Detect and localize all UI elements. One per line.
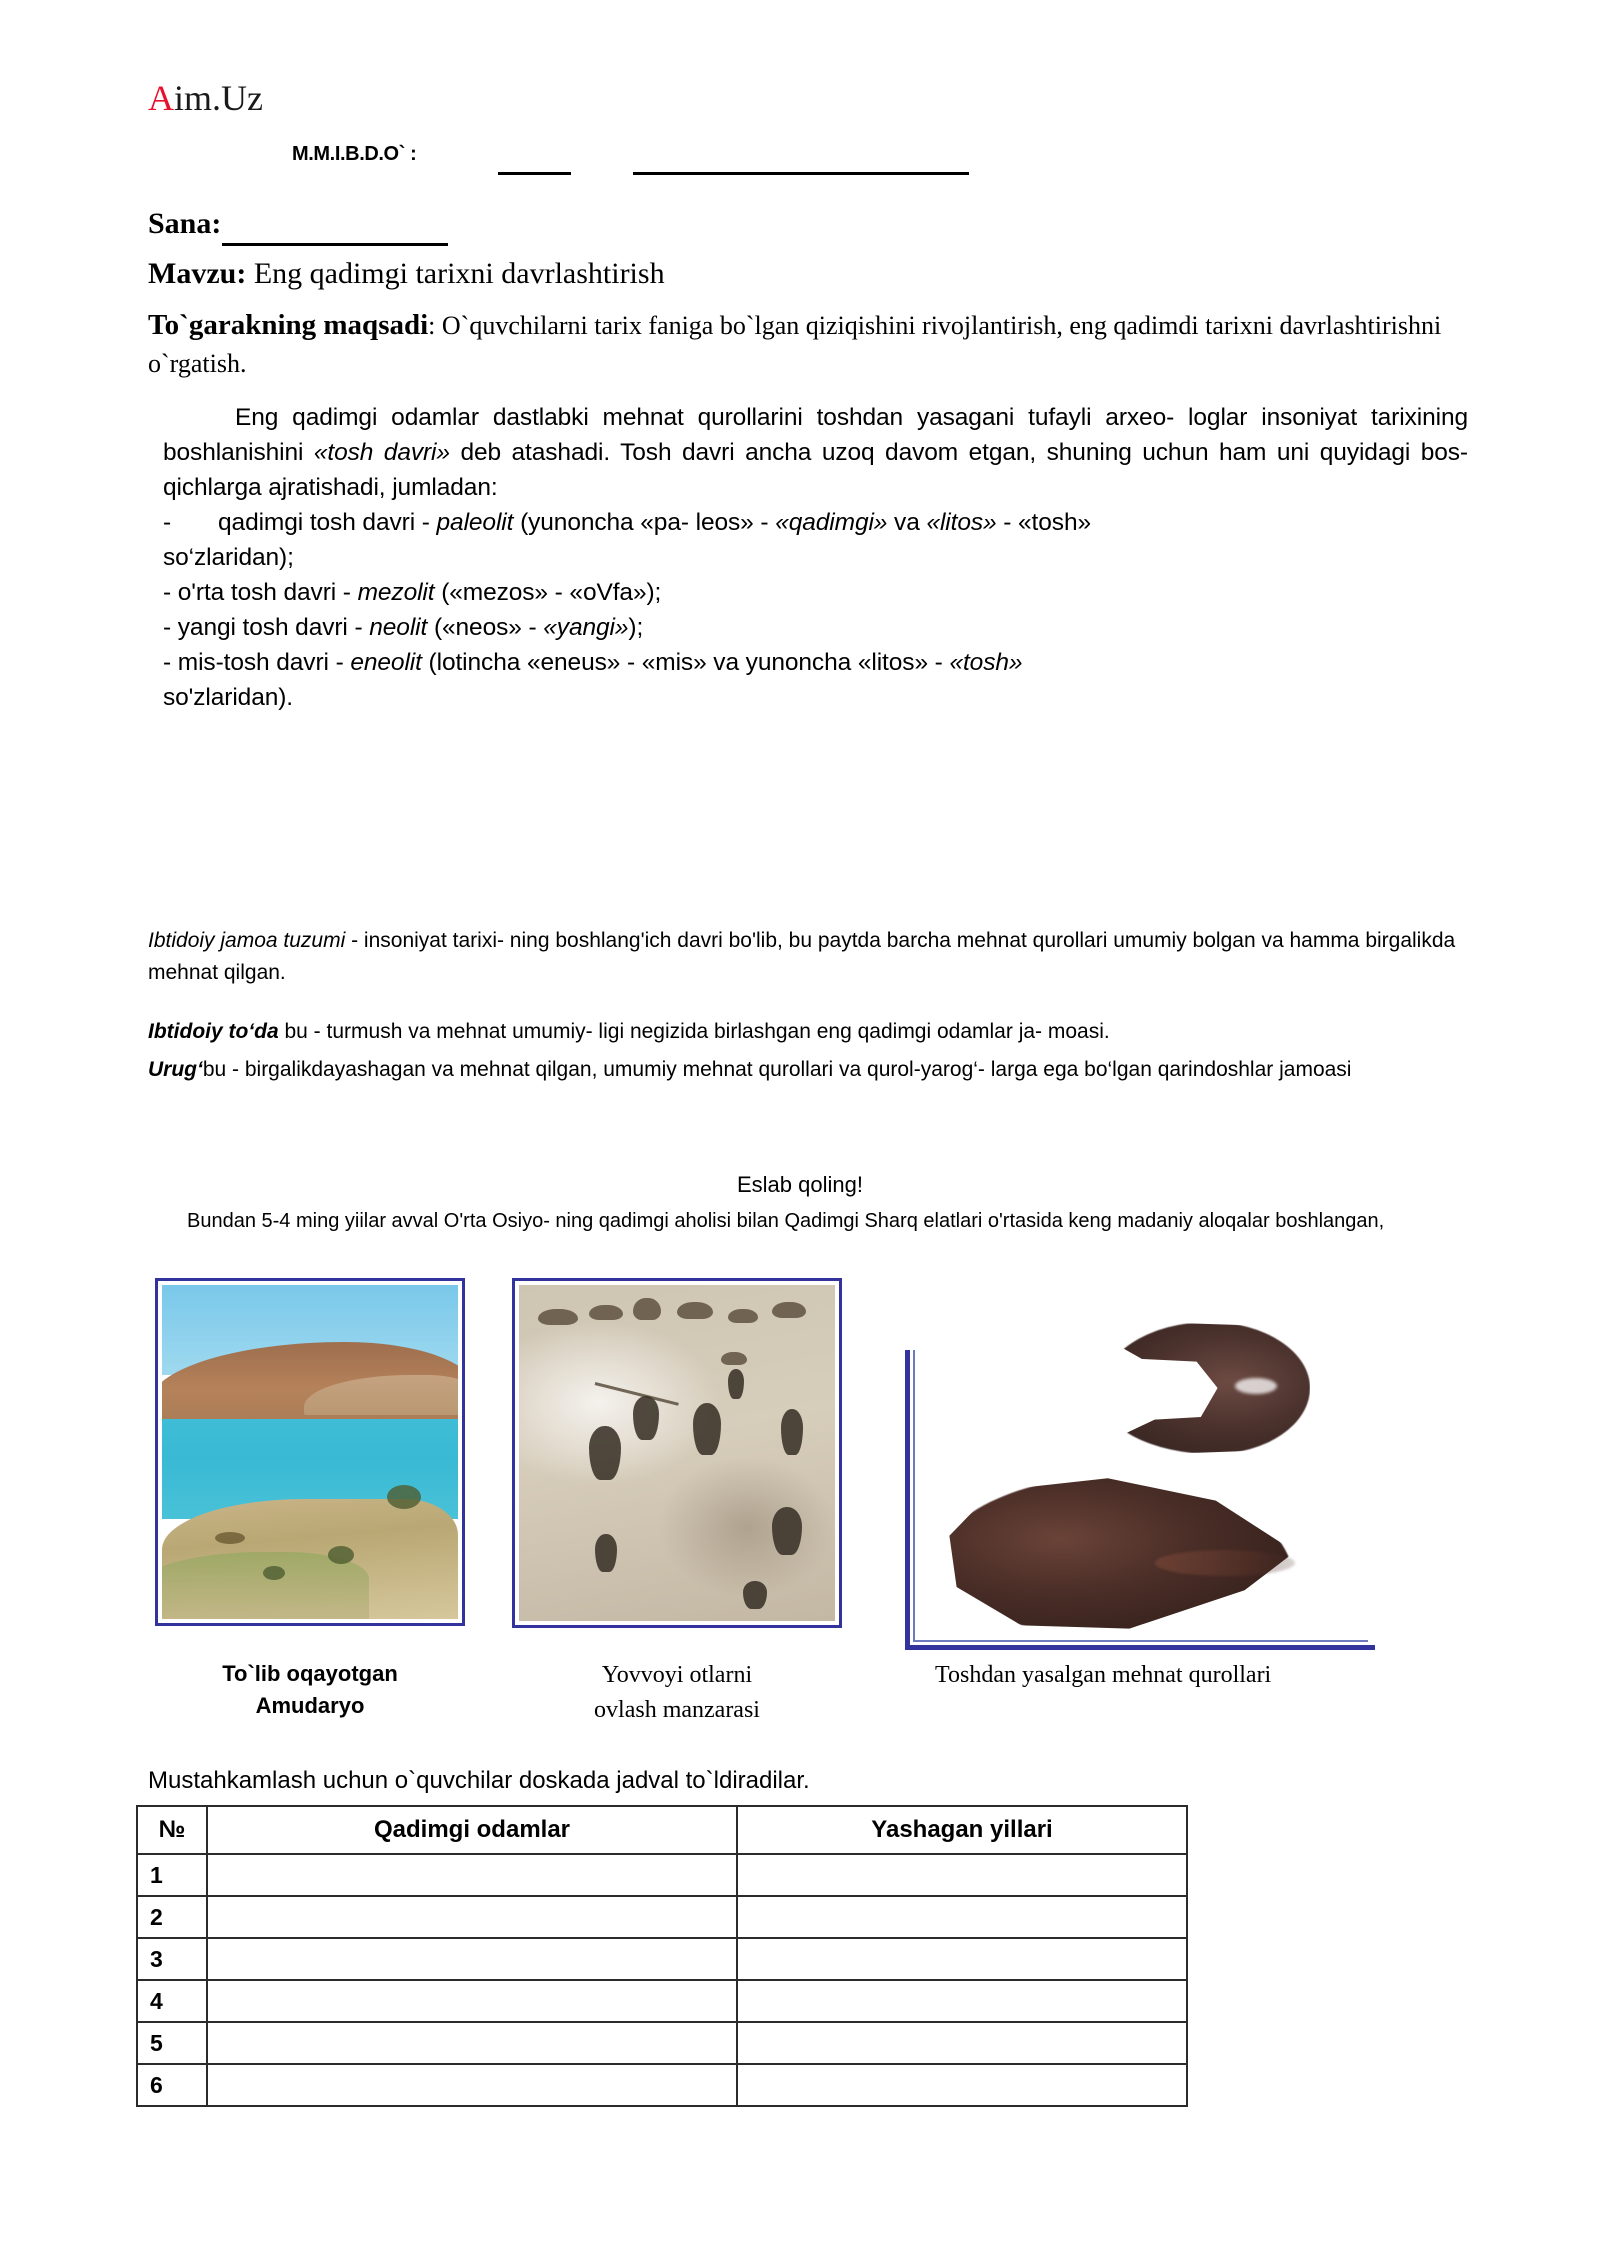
caption-hunting-line2: ovlash manzarasi (594, 1696, 760, 1723)
stone-tools-border-bottom (905, 1645, 1375, 1650)
table-cell-years[interactable] (737, 1938, 1187, 1980)
neolit-em-yangi: «yangi» (543, 614, 629, 642)
table-row (137, 1938, 1187, 1980)
hunting-horse-5 (728, 1309, 758, 1323)
maqsad-label: To`garakning maqsadi (148, 309, 429, 341)
eneolit-text-1: mis-tosh davri - (177, 649, 351, 677)
paleolit-em-qadimgi: «qadimgi» (775, 509, 888, 537)
table-cell-people[interactable] (207, 2064, 737, 2106)
table-cell-number: 5 (137, 2022, 207, 2064)
caption-amudaryo-line1: To`lib oqayotgan (222, 1661, 398, 1686)
figure-amudaryo-image (162, 1285, 458, 1619)
neolit-text-1: yangi tosh davri - (177, 614, 370, 642)
caption-amudaryo-line2: Amudaryo (255, 1692, 365, 1718)
hunting-figure-6 (595, 1534, 617, 1572)
caption-stone-tools-line1: Toshdan yasalgan mehnat qurollari (935, 1662, 1272, 1688)
table-cell-people[interactable] (207, 1896, 737, 1938)
definitions-block (148, 925, 1468, 1113)
period-sub-list (163, 575, 1468, 680)
intro-text-2: deb atashadi. Tosh davri ancha uzoq davom etgan, shuning uchun ham uni quyidagi bos- qichlarga ajratishadi, jumladan: (163, 439, 1468, 502)
table-cell-number: 3 (137, 1938, 207, 1980)
caption-hunting-line1: Yovvoyi otlarni (601, 1662, 753, 1688)
eneolit-em: eneolit (350, 649, 422, 677)
river-bush-2 (328, 1546, 354, 1564)
definition-text-2: bu - turmush va mehnat umumiy- ligi negizida birlashgan eng qadimgi odamlar ja- moasi. (278, 1019, 1110, 1043)
mmibdo-label: M.M.I.B.D.O` : (292, 143, 417, 165)
definition-term-1: Ibtidoiy jamoa tuzumi (148, 929, 346, 952)
figure-amudaryo (155, 1278, 465, 1626)
hunting-figure-4 (781, 1409, 803, 1455)
table-header-number: № (137, 1806, 207, 1854)
hunting-figure-1 (633, 1396, 659, 1440)
mmibdo-blank-long (633, 172, 969, 175)
hunting-figure-5 (772, 1507, 802, 1555)
table-cell-years[interactable] (737, 2022, 1187, 2064)
eneolit-tail: so'zlaridan). (163, 684, 294, 712)
table-header-row (137, 1806, 1187, 1854)
figure-hunting-frame (512, 1278, 842, 1628)
mezolit-text-1: o'rta tosh davri - (177, 579, 358, 607)
period-item-mezolit (163, 575, 1468, 610)
stone-tools-border-left (905, 1350, 910, 1650)
hunting-horse-6 (772, 1302, 806, 1318)
hunting-figure-3 (589, 1426, 621, 1480)
paleolit-em-litos: «litos» (926, 509, 997, 537)
definition-urug (148, 1054, 1468, 1086)
paleolit-text-4: - «tosh» (996, 509, 1091, 537)
caption-hunting-scene (512, 1658, 842, 1728)
mavzu-label: Mavzu: (148, 257, 247, 290)
maqsad-text: : O`quvchilarni tarix faniga bo`lgan qiziqishini rivojlantirish, eng qadimdi tarixni davrlashtirishni o`rgatish. (148, 311, 1442, 379)
sana-blank (222, 243, 448, 246)
definition-text-3: bu - birgalikdayashagan va mehnat qilgan, umumiy mehnat qurollari va qurol-yarog‘- larga ega bo‘lgan qarindoshlar jamoasi (202, 1057, 1352, 1081)
maqsad-paragraph (148, 305, 1468, 383)
table-cell-number: 2 (137, 1896, 207, 1938)
table-cell-people[interactable] (207, 1938, 737, 1980)
stone-tools-border-bottom-inner (913, 1640, 1368, 1642)
table-intro-text: Mustahkamlash uchun o`quvchilar doskada jadval to`ldiradilar. (148, 1767, 810, 1794)
students-table (136, 1805, 1188, 2107)
neolit-dash: - (163, 614, 172, 642)
intro-text-1: Eng qadimgi odamlar dastlabki mehnat qurollarini toshdan yasagani tufayli arxeo- loglar insoniyat tarixining boshlanishini (163, 404, 1468, 467)
caption-amudaryo (155, 1658, 465, 1722)
figure-stone-tools (905, 1300, 1425, 1650)
period-item-neolit (163, 610, 1468, 645)
paleolit-text-3: va (887, 509, 927, 537)
stone-tool-notched (1100, 1322, 1310, 1454)
students-table-head (137, 1806, 1187, 1854)
table-row (137, 1980, 1187, 2022)
paleolit-text-2: (yunoncha «pa- leos» - (513, 509, 776, 537)
mezolit-em: mezolit (357, 579, 435, 607)
table-header-people: Qadimgi odamlar (207, 1806, 737, 1854)
table-header-years: Yashagan yillari (737, 1806, 1187, 1854)
definition-term-3: Urug‘ (148, 1057, 203, 1081)
hunting-figure-2 (693, 1403, 721, 1455)
definition-ibtidoiy-toda (148, 1016, 1468, 1048)
table-cell-people[interactable] (207, 1854, 737, 1896)
table-cell-people[interactable] (207, 2022, 737, 2064)
students-table-body (137, 1854, 1187, 2106)
mezolit-text-2: («mezos» - «oVfa»); (434, 579, 662, 607)
table-cell-number: 1 (137, 1854, 207, 1896)
hunting-figure-7 (728, 1369, 744, 1399)
mavzu-line (148, 257, 665, 291)
definition-term-2: Ibtidoiy to‘da (148, 1019, 279, 1043)
brand-logo-initial: A (148, 78, 174, 118)
table-cell-years[interactable] (737, 1980, 1187, 2022)
remember-text: Bundan 5-4 ming yiilar avval O'rta Osiyo- ning qadimgi aholisi bilan Qadimgi Sharq elatlari o'rtasida keng madaniy aloqalar boshlangan, (187, 1210, 1385, 1232)
paleolit-dash: - (163, 509, 172, 537)
definition-ibtidoiy-jamoa (148, 925, 1468, 989)
period-item-eneolit (163, 645, 1468, 680)
figure-hunting-scene (512, 1278, 842, 1628)
definition-text-1: - insoniyat tarixi- ning boshlang'ich davri bo'lib, bu paytda barcha mehnat qurollari umumiy bolgan va hamma birgalikda mehnat qilgan. (148, 929, 1456, 984)
mmibdo-blank-short (498, 172, 571, 175)
hunting-horse-3 (633, 1298, 661, 1320)
paleolit-em: paleolit (436, 509, 514, 537)
stone-tools-border-left-inner (913, 1350, 915, 1642)
figure-hunting-image (519, 1285, 835, 1621)
neolit-text-2: («neos» - (427, 614, 544, 642)
table-row (137, 1854, 1187, 1896)
figure-amudaryo-frame (155, 1278, 465, 1626)
eneolit-dash: - (163, 649, 172, 677)
hunting-horse-7 (721, 1352, 747, 1365)
paleolit-text-1: qadimgi tosh davri - (218, 509, 437, 537)
neolit-text-3: ); (628, 614, 644, 642)
mavzu-value: Eng qadimgi tarixni davrlashtirish (253, 257, 665, 290)
neolit-em: neolit (369, 614, 428, 642)
table-row (137, 2022, 1187, 2064)
hunting-horse-1 (538, 1309, 578, 1325)
table-row (137, 2064, 1187, 2106)
sana-label: Sana: (148, 207, 222, 240)
stone-tool-blade-edge (1155, 1550, 1295, 1576)
table-row (137, 1896, 1187, 1938)
stone-age-body (163, 400, 1468, 715)
table-cell-years[interactable] (737, 1854, 1187, 1896)
eneolit-em-tosh: «tosh» (949, 649, 1023, 677)
intro-em-tosh-davri: «tosh davri» (313, 439, 450, 467)
hunting-figure-8 (743, 1581, 767, 1609)
hunting-horse-2 (589, 1305, 623, 1320)
table-cell-years[interactable] (737, 1896, 1187, 1938)
stone-tool-notched-highlight (1235, 1378, 1277, 1394)
period-item-paleolit (163, 505, 1468, 540)
river-bush-3 (263, 1566, 285, 1580)
table-cell-number: 4 (137, 1980, 207, 2022)
hunting-horse-4 (677, 1302, 713, 1319)
table-cell-number: 6 (137, 2064, 207, 2106)
brand-logo-rest: im.Uz (174, 78, 263, 118)
brand-logo (148, 80, 263, 116)
table-cell-people[interactable] (207, 1980, 737, 2022)
paleolit-tail: so‘zlaridan); (163, 544, 294, 572)
table-cell-years[interactable] (737, 2064, 1187, 2106)
eneolit-text-2: (lotincha «eneus» - «mis» va yunoncha «litos» - (421, 649, 950, 677)
stone-age-intro-paragraph (163, 400, 1468, 505)
mezolit-dash: - (163, 579, 172, 607)
remember-title: Eslab qoling! (737, 1172, 863, 1197)
caption-stone-tools (905, 1658, 1375, 1693)
